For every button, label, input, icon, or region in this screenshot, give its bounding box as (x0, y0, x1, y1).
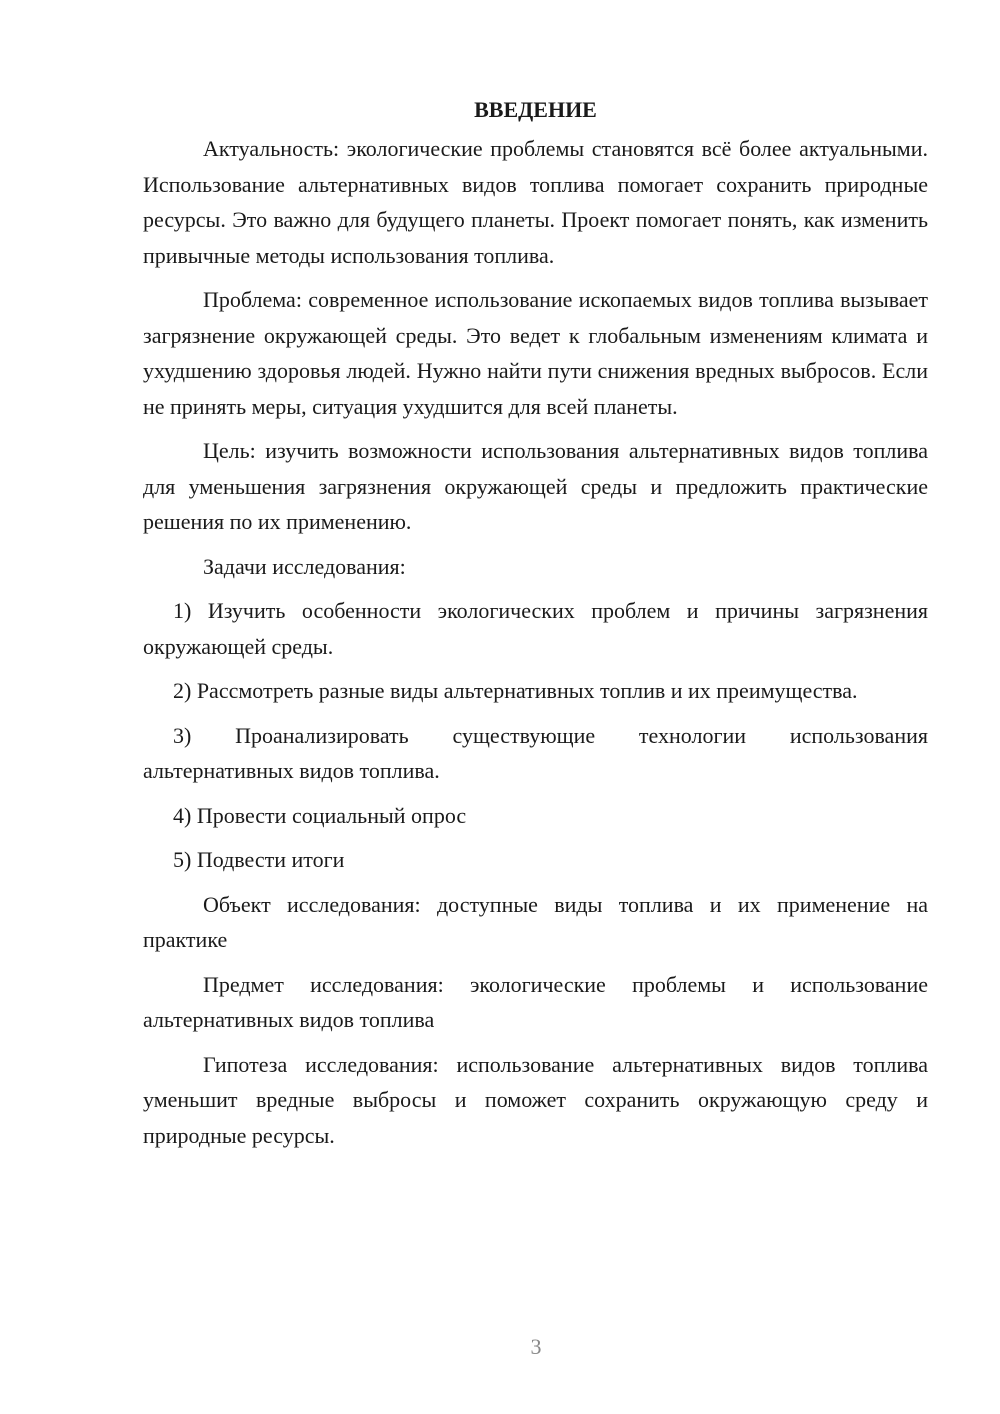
paragraph-subject: Предмет исследования: экологические проблемы и использование альтернативных видов топлива (143, 971, 928, 1032)
paragraph-goal: Цель: изучить возможности использования альтернативных видов топлива для уменьшения загрязнения окружающей среды и предложить практические решения по их применению. (143, 438, 928, 534)
document-page (143, 95, 928, 1153)
list-item: 3) Проанализировать существующие технологии использования альтернативных видов топлива. (143, 722, 928, 783)
list-item: 1) Изучить особенности экологических проблем и причины загрязнения окружающей среды. (143, 598, 928, 659)
paragraph-problem: Проблема: современное использование ископаемых видов топлива вызывает загрязнение окружающей среды. Это ведет к глобальным изменениям климата и ухудшению здоровья людей. Нужно найти пути снижения вредных выбросов. Если не принять меры, ситуация ухудшится для всей планеты. (143, 287, 928, 419)
list-item: 5) Подвести итоги (173, 847, 345, 872)
paragraph-relevance: Актуальность: экологические проблемы становятся всё более актуальными. Использование альтернативных видов топлива помогает сохранить природные ресурсы. Это важно для будущего планеты. Проект помогает понять, как изменить привычные методы использования топлива. (143, 136, 928, 268)
paragraph-hypothesis: Гипотеза исследования: использование альтернативных видов топлива уменьшит вредные выбросы и поможет сохранить окружающую среду и природные ресурсы. (143, 1051, 928, 1148)
paragraph-object: Объект исследования: доступные виды топлива и их применение на практике (143, 891, 928, 952)
tasks-heading: Задачи исследования: (203, 553, 406, 579)
list-item: 4) Провести социальный опрос (173, 802, 467, 828)
page-number: 3 (530, 1334, 542, 1359)
list-item: 2) Рассмотреть разные виды альтернативных топлив и их преимущества. (173, 678, 858, 703)
page-title: ВВЕДЕНИЕ (474, 97, 597, 122)
